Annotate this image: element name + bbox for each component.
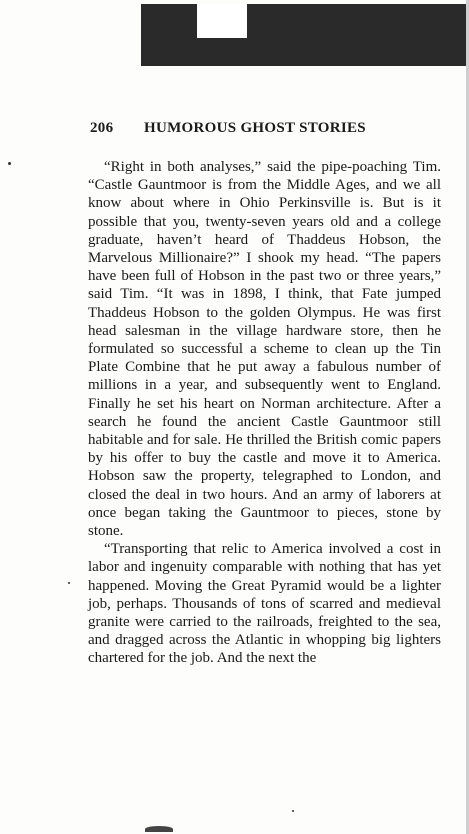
running-head	[90, 120, 450, 140]
scan-speck	[8, 162, 11, 165]
scan-speck	[292, 810, 294, 812]
page-number: 206	[90, 120, 114, 136]
scan-speck	[68, 582, 70, 584]
paragraph: “Right in both analyses,” said the pipe-poaching Tim. “Castle Gauntmoor is from the Middle Ages, and we all know about where in Ohio Perkinsville is. But is it possible that you, twenty-seven years old and a college graduate, haven’t heard of Thaddeus Hobson, the Marvelous Millionaire?” I shook my head. “The papers have been full of Hobson in the past two or three years,” said Tim. “It was in 1898, I think, that Fate jumped Thaddeus Hobson to the golden Olympus. He was first head salesman in the village hardware store, then he formulated so successful a scheme to clean up the Tin Plate Combine that he put away a fabulous number of millions in a year, and subsequently went to England. Finally he set his heart on Norman architecture. After a search he found the ancient Castle Gauntmoor still habitable and for sale. He thrilled the British comic papers by his offer to buy the castle and move it to America. Hobson saw the property, telegraphed to London, and closed the deal in two hours. And an army of laborers at once began taking the Gauntmoor to pieces, stone by stone.	[88, 159, 441, 540]
scan-bar-notch	[197, 4, 247, 38]
body-text	[88, 158, 441, 668]
running-title: HUMOROUS GHOST STORIES	[144, 120, 366, 136]
scan-dark-bar	[141, 4, 467, 66]
scan-smudge	[145, 826, 173, 832]
paragraph: “Transporting that relic to America involved a cost in labor and ingenuity comparable with nothing that has yet happened. Moving the Great Pyramid would be a lighter job, perhaps. Thousands of tons of scarred and medieval granite were carried to the railroads, freighted to the sea, and dragged across the Atlantic in whopping big lighters chartered for the job. And the next the	[88, 541, 441, 667]
